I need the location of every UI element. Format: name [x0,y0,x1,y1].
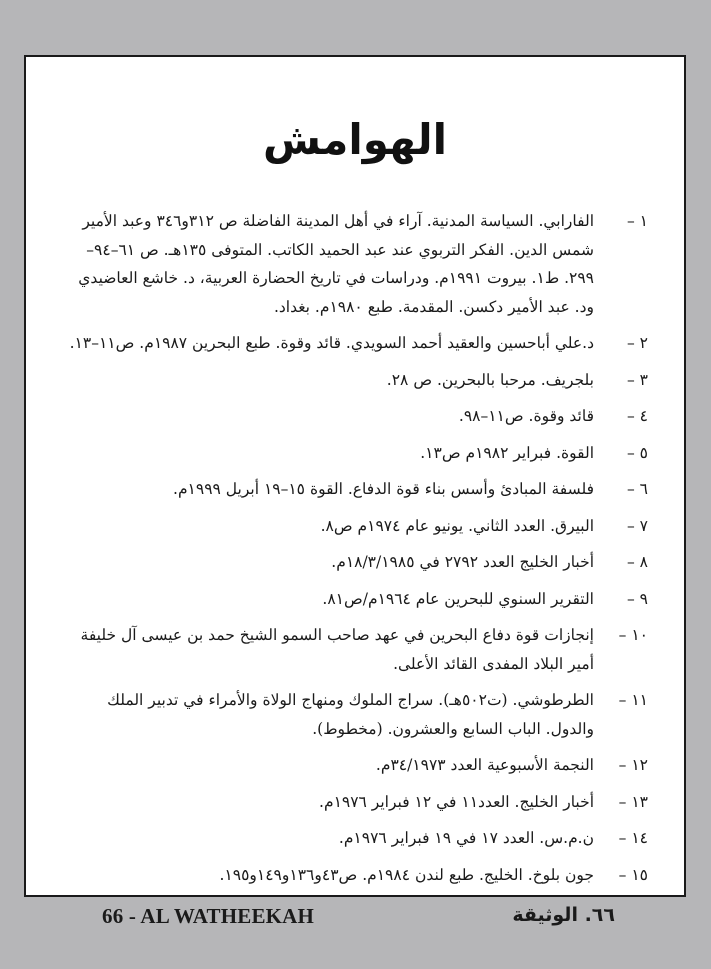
footnote-text: فلسفة المبادئ وأسس بناء قوة الدفاع. القوة ١٥–١٩ أبريل ١٩٩٩م. [173,480,594,498]
page-frame [24,55,686,897]
footnote-item [64,585,648,614]
footnote-text: جون بلوخ. الخليج. طبع لندن ١٩٨٤م. ص٤٣و١٣٦و١٤٩و١٩٥. [219,865,594,884]
footnote-item [64,788,648,817]
footer-publication-label: 66 - AL WATHEEKAH [102,904,315,928]
footnote-text: البيرق. العدد الثاني. يونيو عام ١٩٧٤م ص٨. [320,516,594,535]
footnote-text: النجمة الأسبوعية العدد ٣٤/١٩٧٣م. [375,756,594,774]
footnote-number: ١١ – [618,691,648,709]
footnote-number: ١٢ – [618,756,648,774]
footnote-text: قائد وقوة. ص١١–٩٨. [458,407,594,425]
footnote-number: ١٥ – [618,865,648,884]
footnote-text: الطرطوشي. (ت٥٠٢هـ). سراج الملوك ومنهاج الولاة والأمراء في تدبير الملك والدول. الباب السابع والعشرون. (مخطوط). [107,691,594,738]
footnote-item [64,439,648,468]
footnote-text: التقرير السنوي للبحرين عام ١٩٦٤م/ص٨١. [322,589,594,608]
footnotes-list [64,207,648,897]
page-footer [0,904,711,934]
footnote-number: ٦ – [626,480,648,498]
footnote-text: القوة. فبراير ١٩٨٢م ص١٣. [420,443,594,462]
footnote-number: ١٣ – [618,792,648,811]
footnote-number: ٢ – [626,334,648,352]
footnote-number: ٨ – [626,553,648,571]
footnote-item [64,512,648,541]
footnote-item [64,751,648,780]
footnote-item [64,621,648,678]
footnote-text: أخبار الخليج العدد ٢٧٩٢ في ١٨/٣/١٩٨٥م. [331,553,594,571]
footnote-item [64,329,648,358]
footnote-number: ١٤ – [618,829,648,847]
footnote-text: د.علي أباحسين والعقيد أحمد السويدي. قائد وقوة. طبع البحرين ١٩٨٧م. ص١١–١٣. [69,334,594,352]
footnote-item [64,475,648,504]
footnote-number: ٤ – [626,407,648,425]
footnote-number: ١٠ – [618,626,648,644]
footnote-text: إنجازات قوة دفاع البحرين في عهد صاحب السمو الشيخ حمد بن عيسى آل خليفة أمير البلاد المفدى القائد الأعلى. [80,626,594,673]
footnote-item [64,686,648,743]
footnote-number: ٥ – [626,443,648,462]
footnote-text: ن.م.س. العدد ١٧ في ١٩ فبراير ١٩٧٦م. [338,829,594,847]
footer-arabic-label: ٦٦. الوثيقة [512,904,615,926]
footnote-number: ٧ – [626,516,648,535]
footnote-number: ١ – [626,212,648,230]
page-title: الهوامش [263,115,447,164]
footnote-number: ٩ – [626,589,648,608]
footnote-item [64,402,648,431]
footnote-item [64,824,648,853]
footnote-item [64,861,648,890]
footnote-item [64,207,648,321]
footnote-text: أخبار الخليج. العدد١١ في ١٢ فبراير ١٩٧٦م. [319,792,594,811]
footnote-item [64,548,648,577]
footnote-text: الفارابي. السياسة المدنية. آراء في أهل المدينة الفاضلة ص ٣١٢و٣٤٦ وعبد الأمير شمس الدين. الفكر التربوي عند عبد الحميد الكاتب. المتوفى ١٣٥هـ. ص ٦١–٩٤–٢٩٩. ط١. بيروت ١٩٩١م. ودراسات في تاريخ الحضارة العربية، د. خاشع العاضيدي ود. عبد الأمير دكسن. المقدمة. طبع ١٩٨٠م. بغداد. [78,212,594,316]
footnote-number: ٣ – [626,370,648,389]
footnote-text: بلجريف. مرحبا بالبحرين. ص ٢٨. [386,370,594,389]
footnote-item [64,366,648,395]
